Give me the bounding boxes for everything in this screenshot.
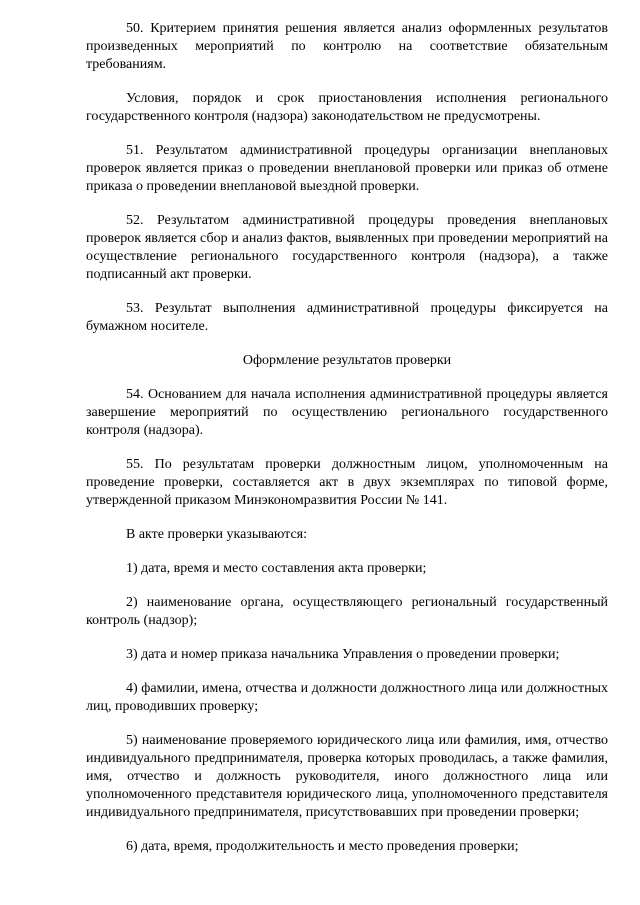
list-item-3: 3) дата и номер приказа начальника Управления о проведении проверки; — [126, 647, 560, 662]
list-item-6: 6) дата, время, продолжительность и место проведения проверки; — [126, 839, 519, 854]
section-heading: Оформление результатов проверки — [242, 353, 452, 368]
paragraph-act-contents-intro: В акте проверки указываются: — [126, 527, 308, 542]
list-item-4: 4) фамилии, имена, отчества и должности должностного лица или должностных лиц, проводивших проверку; — [86, 681, 608, 714]
paragraph-52: 52. Результатом административной процедуры проведения внеплановых проверок является сбор и анализ фактов, выявленных при проведении мероприятий на осуществление регионального государственного контроля (надзора), а также подписанный акт проверки. — [86, 213, 608, 282]
paragraph-50: 50. Критерием принятия решения является анализ оформленных результатов произведенных мероприятий по контролю на соответствие обязательным требованиям. — [86, 21, 608, 72]
paragraph-51: 51. Результатом административной процедуры организации внеплановых проверок является приказ о проведении внеплановой проверки или приказ об отмене приказа о проведении внеплановой выездной проверки. — [86, 143, 608, 194]
paragraph-54: 54. Основанием для начала исполнения административной процедуры является завершение мероприятий по осуществлению регионального государственного контроля (надзора). — [86, 387, 608, 438]
list-item-1: 1) дата, время и место составления акта проверки; — [126, 561, 427, 576]
paragraph-53: 53. Результат выполнения административной процедуры фиксируется на бумажном носителе. — [86, 301, 608, 334]
list-item-2: 2) наименование органа, осуществляющего региональный государственный контроль (надзор); — [86, 595, 608, 628]
paragraph-suspension-conditions: Условия, порядок и срок приостановления исполнения регионального государственного контроля (надзора) законодательством не предусмотрены. — [86, 91, 608, 124]
list-item-5: 5) наименование проверяемого юридического лица или фамилия, имя, отчество индивидуального предпринимателя, проверка которых проводилась, а также фамилия, имя, отчество и должность руководителя, иного должностного лица или уполномоченного представителя юридического лица, уполномоченного представителя индивидуального предпринимателя, присутствовавших при проведении проверки; — [86, 733, 608, 820]
paragraph-55: 55. По результатам проверки должностным лицом, уполномоченным на проведение проверки, составляется акт в двух экземплярах по типовой форме, утвержденной приказом Минэкономразвития России № 141. — [86, 457, 608, 508]
